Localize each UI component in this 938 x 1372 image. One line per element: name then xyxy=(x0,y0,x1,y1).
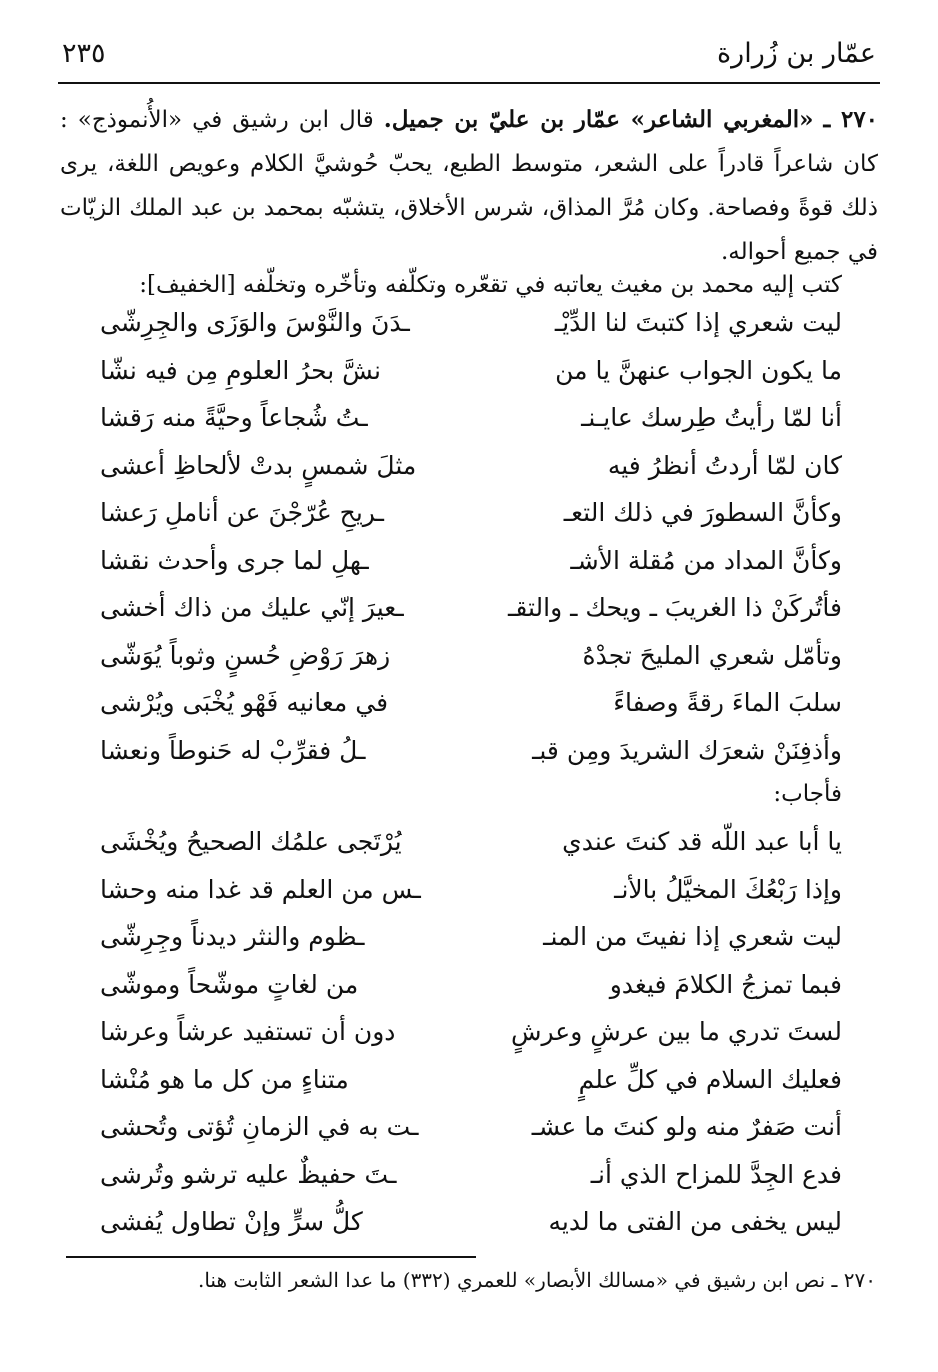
verse-first-hemistich: يا أبا عبد اللّه قد كنتَ عندي xyxy=(562,827,842,856)
verse-first-hemistich: لستَ تدري ما بين عرشٍ وعرشٍ xyxy=(511,1017,842,1046)
verse-first-hemistich: ليت شعري إذا نفيتَ من المنـ xyxy=(543,922,842,951)
verse-line xyxy=(0,922,938,970)
verse-second-hemistich: من لغاتٍ موشّحاً وموشّى xyxy=(100,969,359,999)
verse-line xyxy=(0,308,938,356)
verse-first-hemistich: أنا لمّا رأيتُ طِرسك عايـنـ xyxy=(581,403,842,432)
verse-second-hemistich: زهرَ رَوْضِ حُسنٍ وثوباً يُوَشّى xyxy=(100,640,391,670)
verse-line xyxy=(0,875,938,923)
entry-heading: «المغربي الشاعر» عمّار بن عليّ بن جميل. xyxy=(383,106,814,133)
verse-first-hemistich: وكأنَّ السطورَ في ذلك التعـ xyxy=(563,498,842,527)
verse-first-hemistich: وإذا رَبْعُكَ المخيَّلُ بالأنـ xyxy=(614,874,842,904)
verse-line xyxy=(0,641,938,689)
biography-entry xyxy=(60,98,878,274)
verse-second-hemistich: ـلُ فقرِّبْ له حَنوطاً ونعشا xyxy=(100,735,366,765)
verse-first-hemistich: أنت صَفرٌ منه ولو كنتَ ما عشـ xyxy=(531,1112,842,1141)
verse-second-hemistich: متناءٍ من كل ما هو مُنْشا xyxy=(100,1064,349,1094)
running-header-title: عمّار بن زُرارة xyxy=(717,38,876,69)
verse-line xyxy=(0,736,938,784)
verse-second-hemistich: ـت به في الزمانِ تُؤتى وتُحشى xyxy=(100,1112,419,1141)
verse-line xyxy=(0,593,938,641)
verse-second-hemistich: كلُّ سرٍّ وإنْ تطاول يُفشى xyxy=(100,1207,363,1236)
footnote-divider xyxy=(66,1256,476,1258)
verse-second-hemistich: ـهلِ لما جرى وأحدث نقشا xyxy=(100,545,369,575)
entry-number: ٢٧٠ ـ xyxy=(823,106,879,133)
verse-second-hemistich: ـتَ حفيظٌ عليه ترشو وتُرشى xyxy=(100,1159,397,1189)
verse-first-hemistich: وكأنَّ المداد من مُقلة الأشـ xyxy=(570,545,842,575)
verse-second-hemistich: ـس من العلم قد غدا منه وحشا xyxy=(100,874,421,904)
verse-first-hemistich: وأذفِنَنْ شعرَك الشريدَ ومِن قبـ xyxy=(532,735,842,765)
entry-body: قال ابن رشيق في «الأُنموذج» : كان شاعراً قادراً على الشعر، متوسط الطبع، يحبّ حُوشيَّ الكلام وعويص اللغة، يرى ذلك قوةً وفصاحة. وكان مُرَّ المذاق، شرس الأخلاق، يتشبّه بمحمد بن عبد الملك الزيّات في جميع أحواله. xyxy=(60,107,878,265)
verse-second-hemistich: نشَّ بحرُ العلومِ مِن فيه نشّا xyxy=(100,355,381,385)
verse-line xyxy=(0,688,938,736)
verse-first-hemistich: ليت شعري إذا كتبتَ لنا الدِّيْـ xyxy=(554,308,842,337)
verse-second-hemistich: يُرْتَجى علمُك الصحيحُ ويُخْشَى xyxy=(100,827,402,856)
verse-line xyxy=(0,1017,938,1065)
verse-first-hemistich: كان لمّا أردتُ أنظرُ فيه xyxy=(607,450,842,480)
verse-line xyxy=(0,546,938,594)
verse-line xyxy=(0,1207,938,1255)
verse-line xyxy=(0,403,938,451)
verse-second-hemistich: ـتُ شُجاعاً وحيَّةً منه رَقشا xyxy=(100,403,368,432)
reply-label: فأجاب: xyxy=(773,781,842,807)
verse-second-hemistich: دون أن تستفيد عرشاً وعرشا xyxy=(100,1017,396,1046)
verse-first-hemistich: فأتُركَنْ ذا الغريبَ ـ ويحك ـ والتقـ xyxy=(508,593,842,622)
header-divider xyxy=(58,82,880,84)
verse-second-hemistich: ـريحِ عُرّجْنَ عن أناملِ رَعشا xyxy=(100,498,384,527)
verse-first-hemistich: فعليك السلام في كلِّ علمٍ xyxy=(578,1064,842,1094)
verse-first-hemistich: فبما تمزجُ الكلامَ فيغدو xyxy=(609,969,842,999)
verse-first-hemistich: وتأمّل شعري المليحَ تجدْهُ xyxy=(582,640,842,670)
verse-line xyxy=(0,451,938,499)
verse-line xyxy=(0,356,938,404)
verse-second-hemistich: ـظوم والنثر ديدناً وجِرِشّى xyxy=(100,922,365,951)
footnote: ٢٧٠ ـ نص ابن رشيق في «مسالك الأبصار» للعمري (٣٣٢) ما عدا الشعر الثابت هنا. xyxy=(197,1268,876,1292)
verse-second-hemistich: ـعيرَ إنّي عليك من ذاك أخشى xyxy=(100,593,404,622)
verse-line xyxy=(0,970,938,1018)
verse-line xyxy=(0,1160,938,1208)
verse-second-hemistich: في معانيه فَهْو يُخْبَى ويُرْشى xyxy=(100,688,389,717)
verse-first-hemistich: سلبَ الماءَ رقةً وصفاءً xyxy=(613,688,842,717)
page-number: ٢٣٥ xyxy=(62,38,106,69)
poem-intro: كتب إليه محمد بن مغيث يعاتبه في تقعّره وتكلّفه وتأخّره وتخلّفه [الخفيف]: xyxy=(139,272,842,298)
verse-first-hemistich: ما يكون الجواب عنهنَّ يا من xyxy=(555,355,842,385)
verse-line xyxy=(0,498,938,546)
verse-line xyxy=(0,1065,938,1113)
verse-second-hemistich: مثلَ شمسٍ بدتْ لألحاظِ أعشى xyxy=(100,450,417,480)
verse-second-hemistich: ـدَنَ والنَّوْسَ والوَزَى والجِرِشّى xyxy=(100,308,410,337)
verse-line xyxy=(0,1112,938,1160)
verse-first-hemistich: ليس يخفى من الفتى ما لديه xyxy=(548,1207,842,1236)
verse-line xyxy=(0,827,938,875)
verse-first-hemistich: فدع الجِدَّ للمزاح الذي أنـ xyxy=(590,1159,842,1189)
